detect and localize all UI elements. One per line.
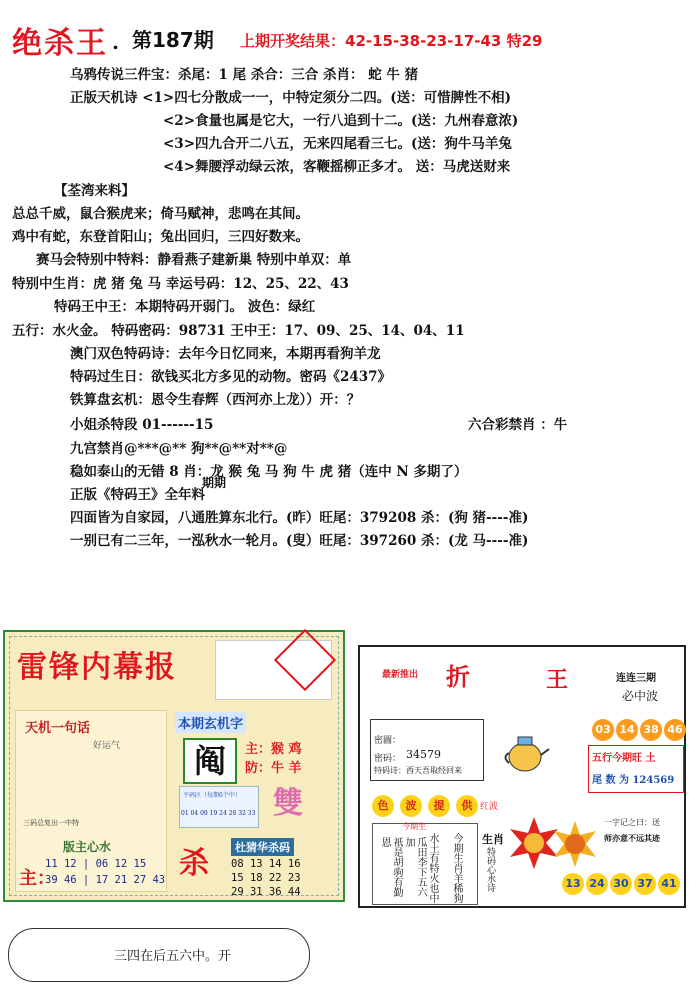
bizhongbo-label: 必中波 (622, 689, 659, 703)
zhu-zodiac: 主：猴 鸡 (245, 742, 302, 757)
poem-col-4: 今期生肖羊稀狗 (451, 833, 462, 903)
sha-char: 杀 (179, 846, 209, 881)
text-line-14: 特码过生日：欲钱买北方多见的动物。密码《2437》 (70, 369, 392, 385)
tema-label: 密码： (374, 754, 402, 764)
previous-result: 上期开奖结果：42-15-38-23-17-43 特29 (240, 32, 543, 50)
duzhen-row-1: 08 13 14 16 (231, 858, 301, 870)
small-note: 三码总复出一中特 (23, 819, 79, 827)
text-line-22: 四面皆为自家园，八通胜算东北行。(昨）旺尾：379208 杀：(狗 猪----准) (70, 510, 529, 526)
text-line-13: 澳门双色特码诗：去年今日忆同来，本期再看狗羊龙 (70, 346, 381, 362)
text-line-19: 稳如泰山的无错 8 肖：龙 猴 兔 马 狗 牛 虎 猪（连中 N 多期了） (70, 464, 468, 480)
ball-top-2: 14 (616, 719, 638, 741)
duzhen-row-3: 29 31 36 44 (231, 886, 301, 898)
text-line-4: <3>四九合开二八五，无来四尾看三七。(送：狗牛马羊兔 (163, 136, 512, 152)
weishu-label: 尾 数 为 124569 (592, 775, 675, 786)
issue-number: 第187期 (132, 28, 214, 52)
sunburst-gold-icon (550, 819, 600, 869)
title-dot: . (112, 30, 119, 54)
mima-number: 34579 (406, 748, 441, 761)
banzhu-nums-1: 11 12 | 06 12 15 (45, 858, 147, 870)
banzhu-nums-2: 39 46 | 17 21 27 43 (45, 874, 166, 886)
cloud-bubble (8, 928, 310, 982)
mima-label: 密圖： (374, 736, 402, 746)
leifeng-title: 雷锋内幕报 (17, 650, 177, 685)
overlay-qiqi: 期期 (202, 476, 227, 490)
shengxiao-label: 生肖 (482, 833, 504, 846)
zuixin-label: 最新推出 (382, 670, 419, 680)
text-line-10: 特别中生肖：虎 猪 兔 马 幸运号码：12、25、22、43 (12, 276, 349, 292)
tianji-sub: 好运气 (93, 741, 121, 751)
text-line-16: 小姐杀特段 01------15 (70, 417, 214, 433)
text-line-12: 五行：水火金。 特码密码：98731 王中王：17、09、25、14、04、11 (12, 323, 465, 339)
lianzhong-label: 连连三期 (616, 673, 656, 684)
zhu-label: 主： (19, 868, 55, 889)
poem-col-3: 水土有特火也中 (427, 833, 438, 903)
hongbo-label: 红波 (480, 802, 499, 812)
text-line-18: 九宫禁肖@***@** 狗**@**对**@ (70, 441, 288, 457)
zhe-char: 折 (446, 662, 470, 691)
poem-col-5: 特码心水诗 (485, 847, 495, 892)
ball-bottom-5: 41 (658, 873, 680, 895)
ball-bottom-3: 30 (610, 873, 632, 895)
badge-ti: 提 (428, 795, 450, 817)
teapot-icon (500, 725, 550, 777)
text-line-8: 鸡中有蛇，东登首阳山；兔出回归，三四好数来。 (12, 229, 309, 245)
badge-bo: 波 (400, 795, 422, 817)
big-char: 阄 (183, 738, 237, 784)
text-line-15: 铁算盘玄机：恩令生春辉（西河亦上龙））开：？ (70, 392, 361, 408)
poem-col-2: 瓜田李下五六加 (403, 837, 426, 897)
section-heading: 【荃湾来料】 (54, 183, 135, 199)
zhewang-panel (358, 645, 686, 908)
text-line-1: 乌鸦传说三件宝：杀尾：1 尾 杀合：三合 杀肖： 蛇 牛 猪 (70, 67, 419, 83)
page-title: 绝杀王 (12, 26, 108, 61)
duzhen-label: 杜猜华杀码 (231, 838, 294, 856)
fang-zodiac: 防：牛 羊 (245, 761, 302, 776)
teshi-label: 特码诗：西天吾取经回来 (374, 766, 462, 775)
tianji-label: 天机一句话 (25, 721, 91, 736)
text-line-5: <4>舞腰浮动绿云浓，客鞭摇柳正多才。 送：马虎送财来 (163, 159, 511, 175)
shihao-label: 师亦意不远其迹 (604, 833, 660, 843)
pingma-nums: 01 04 09 19 24 28 32 33 (181, 810, 256, 817)
banzhu-label: 版主心水 (63, 840, 112, 854)
poem-col-1: 祇是胡驹有勤恩 (379, 837, 402, 897)
text-line-7: 总总千威，鼠合猴虎来；倚马赋神，悲鸣在其间。 (12, 206, 309, 222)
ball-top-1: 03 (592, 719, 614, 741)
text-line-3: <2>食量也属是它大，一行八追到十二。(送：九州春意浓) (163, 113, 519, 129)
ball-top-4: 46 (664, 719, 686, 741)
badge-se: 色 (372, 795, 394, 817)
text-line-9: 赛马会特别中特料：静看燕子建新巢 特别中单双：单 (36, 252, 352, 268)
ball-bottom-2: 24 (586, 873, 608, 895)
ball-bottom-4: 37 (634, 873, 656, 895)
cloud-text: 三四在后五六中。开 (114, 949, 232, 964)
duzhen-row-2: 15 18 22 23 (231, 872, 301, 884)
text-line-11: 特码王中王：本期特码开弱门。 波色：绿红 (54, 299, 316, 315)
wuxing-label: 五行今期旺 土 (592, 753, 656, 764)
jinqi-label: 今期生 (402, 822, 426, 831)
ball-bottom-1: 13 (562, 873, 584, 895)
benqi-label: 本期玄机字 (175, 712, 246, 733)
yiziji-label: 一字记之曰：送 (604, 818, 660, 827)
ball-top-3: 38 (640, 719, 662, 741)
pingma-label: 平码区（每期6个中） (183, 792, 241, 799)
text-line-21: 正版《特码王》全年料 (70, 487, 205, 503)
text-line-2: 正版天机诗 <1>四七分散成一一，中特定须分二四。(送：可惜脾性不相) (70, 90, 511, 106)
wang-char: 王 (546, 667, 569, 693)
badge-gong: 供 (456, 795, 478, 817)
text-line-23: 一别已有二三年，一泓秋水一轮月。(叟）旺尾：397260 杀：(龙 马----准) (70, 533, 529, 549)
text-line-17: 六合彩禁肖 ：牛 (468, 417, 568, 433)
shuang-char: 雙 (273, 786, 303, 821)
